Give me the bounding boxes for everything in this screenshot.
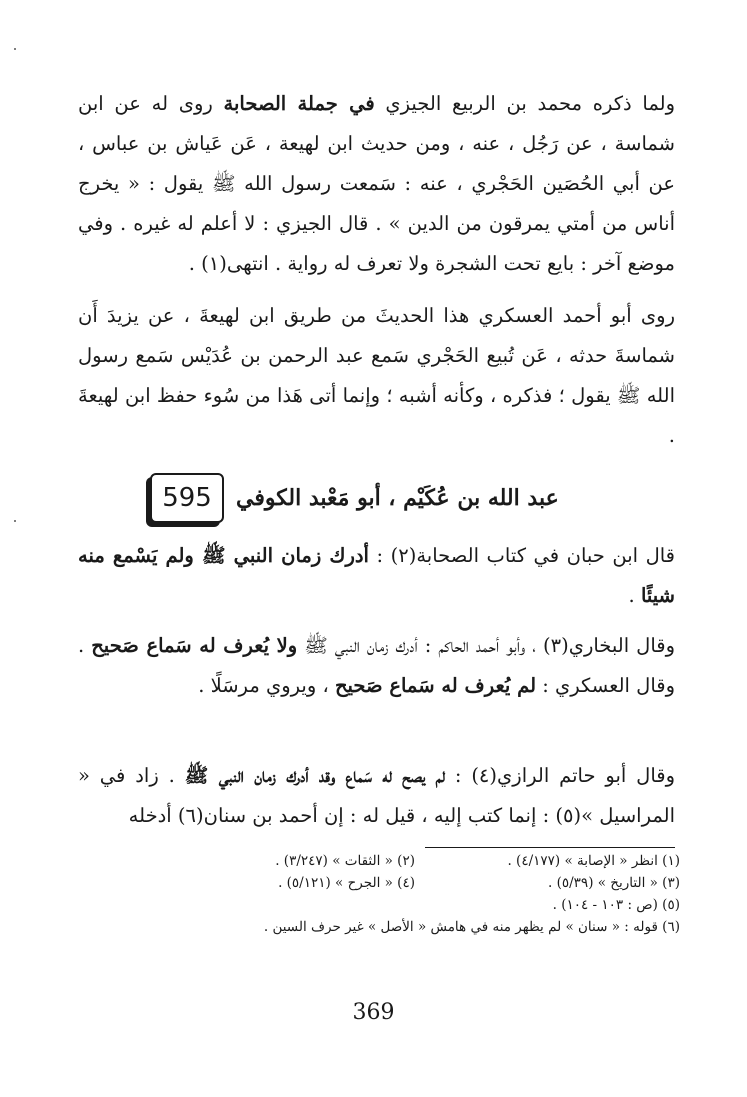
scan-speck [14,520,16,522]
footnote-6: (٦) قوله : « سنان » لم يظهر منه في هامش « الأصل » غير حرف السين . [263,919,680,935]
footnote-row [150,850,680,872]
entry-number-box [150,473,224,523]
text-run: (٥) [555,804,582,827]
footnote-3: (٣) « التاريخ » (٥/٣٩) . [548,875,680,891]
bold-phrase: في جملة الصحابة [223,92,375,115]
paragraph-5 [78,756,675,840]
text-run: أدخله [128,804,178,827]
scan-speck [14,48,16,50]
entry-title: عبد الله بن عُكَيْم ، أبو مَعْبد الكوفي [236,485,559,511]
footnote-row [150,872,680,894]
text-run: : [368,544,391,567]
text-run: (٣) [542,634,569,657]
text-run: . [188,252,202,275]
text-run: : [445,764,472,787]
footnote-1: (١) انظر « الإصابة » (٤/١٧٧) . [507,853,680,869]
footnote-5: (٥) (ص : ١٠٣ - ١٠٤) . [552,897,680,913]
bold-phrase: لم يصح له سَماع وقد أدرك زمان النبي ﷺ [184,764,445,787]
text-run: ، ويروي مرسَلًا . [198,674,335,697]
text-run: (١) [201,252,227,275]
text-run: ولما ذكره محمد بن الربيع الجيزي [374,92,675,115]
footnote-2: (٢) « الثقات » (٣/٢٤٧) . [275,853,415,869]
text-run: . وقال العسكري : [78,634,675,697]
footnote-divider [425,847,675,848]
bold-phrase: أدرك زمان النبي ﷺ ولم يَسْمع منه شيئًا [78,544,675,607]
paragraph-2 [78,296,675,462]
text-run: . [628,584,641,607]
footnotes [150,850,680,960]
entry-heading [150,470,590,526]
text-run: وقال أبو حاتم الرازي [497,764,676,787]
text-run: روى أبو أحمد العسكري هذا الحديثَ من طريق ابن لهيعةَ ، عن يزيدَ أَن شماسةَ حدثه ، عَن تُبيع الحَجْري سَمع عبد الرحمن بن عُدَيْس سَمع رسول الله ﷺ يقول ؛ فذكره ، وكأنه أشبه ؛ وإنما أتى هَذا من سُوء حفظ ابن لهيعةَ . [78,304,675,447]
text-run: (٢) [390,544,417,567]
text-run: (٤) [471,764,498,787]
paragraph-1 [78,84,675,289]
text-run: ، وأبو أحمد الحاكم : أدرك زمان النبي ﷺ [297,634,543,657]
text-run: : إنما كتب إليه ، قيل له : إن أحمد بن سنان [203,804,556,827]
paragraph-4 [78,626,675,748]
page-number: 369 [352,1000,395,1025]
bold-phrase: ولا يُعرف له سَماع صَحيح [91,634,298,657]
text-run: وقال البخاري [568,634,676,657]
footnote-4: (٤) « الجرح » (٥/١٢١) . [278,875,415,891]
entry-number: 595 [162,483,212,513]
text-run: (٦) [177,804,204,827]
paragraph-3 [78,536,675,620]
text-run: قال ابن حبان في كتاب الصحابة [416,544,675,567]
text-run: . زاد في « المراسيل » [78,764,675,827]
bold-phrase: لم يُعرف له سَماع صَحيح [334,674,537,697]
text-run: روى له عن ابن شماسة ، عن رَجُل ، عنه ، ومن حديث ابن لهيعة ، عَن عَياش بن عباس ، عن أبي الحُصَين الحَجْري ، عنه : سَمعت رسول الله ﷺ يقول : « يخرج أناس من أمتي يمرقون من الدين » . قال الجيزي : لا أعلم له غيره . وفي موضع آخر : بايع تحت الشجرة ولا تعرف له رواية . انتهى [78,92,675,275]
